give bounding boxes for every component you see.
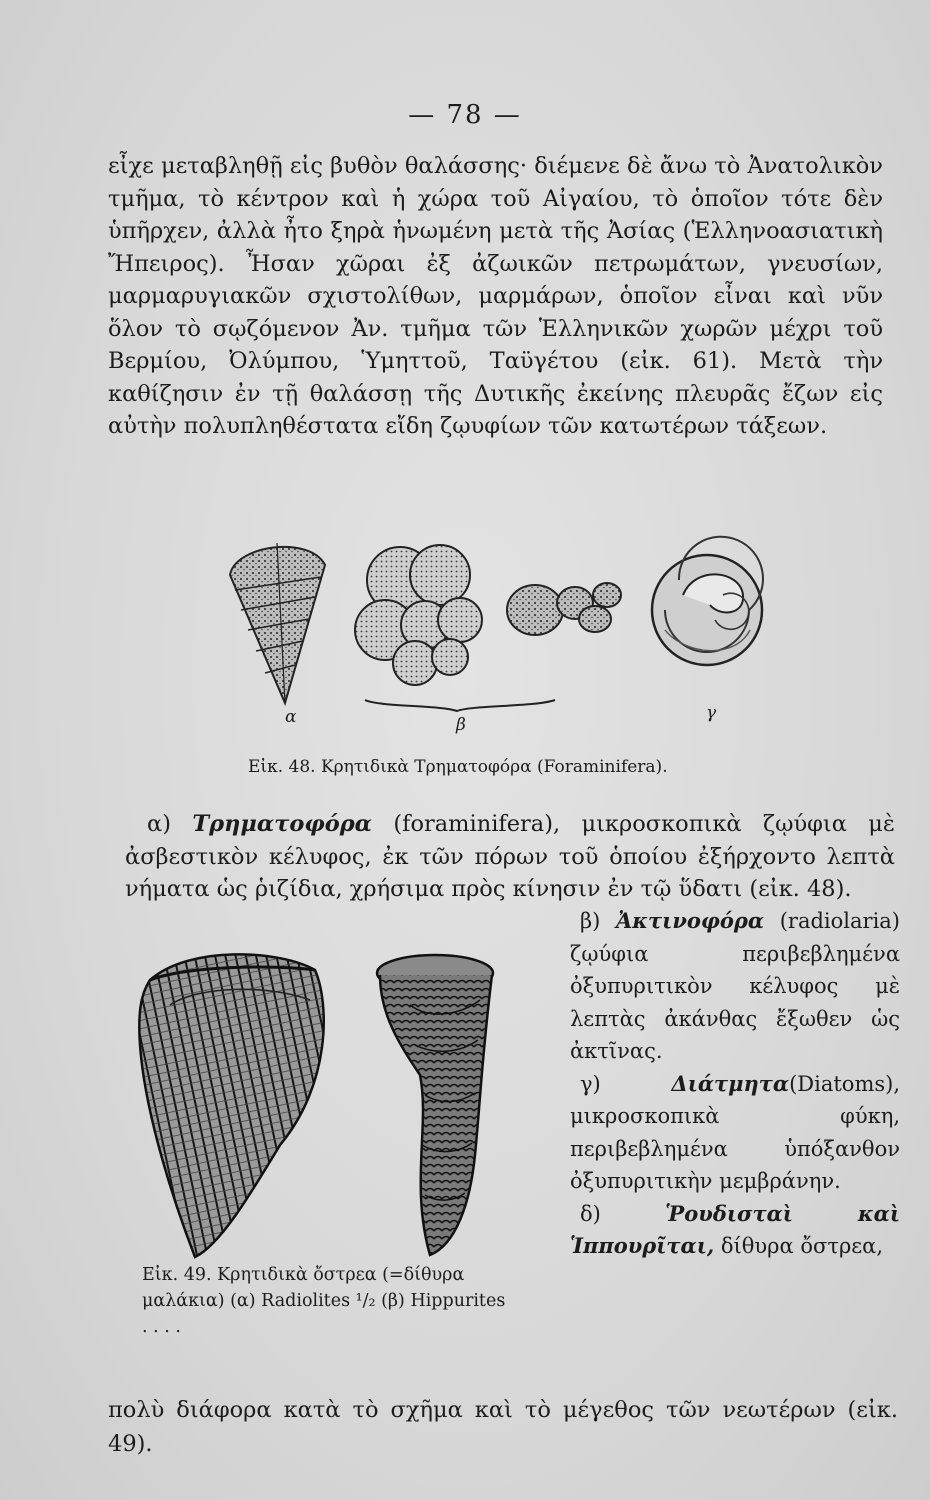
elongate-foraminifer	[507, 583, 621, 635]
page-number: — 78 —	[408, 100, 522, 130]
term-foraminifera: Τρηματοφόρα	[192, 811, 372, 837]
label-gamma: γ	[706, 703, 717, 723]
paragraph-intro: εἶχε μεταβληθῇ εἰς βυθὸν θαλάσσης· διέμενε δὲ ἄνω τὸ Ἀνατολικὸν τμῆμα, τὸ κέντρον καὶ ἡ χώρα τοῦ Αἰγαίου, τὸ ὁποῖον τότε δὲν ὑπῆρχεν, ἀλλὰ ἦτο ξηρὰ ἡνωμένη μετὰ τῆς Ἀσίας (Ἑλληνοασιατικὴ Ἤπειρος). Ἦσαν χῶραι ἐξ ἀζωικῶν πετρωμάτων, γνευσίων, μαρμαρυγιακῶν σχιστολίθων, μαρμάρων, ὁποῖον εἶναι καὶ νῦν ὅλον τὸ σῳζόμενον Ἀν. τμῆμα τῶν Ἑλληνικῶν χωρῶν μέχρι τοῦ Βερμίου, Ὀλύμπου, Ὑμηττοῦ, Ταϋγέτου (εἰκ. 61). Μετὰ τὴν καθίζησιν ἐν τῇ θαλάσσῃ τῆς Δυτικῆς ἐκείνης πλευρᾶς ἔζων εἰς αὐτὴν πολυπληθέστατα εἴδη ζῳυφίων τῶν κατωτέρων τάξεων.	[108, 153, 883, 439]
term-rudists: Ῥουδισταὶ καὶ Ἱππουρῖται,	[570, 1200, 900, 1258]
foraminifera-illustration	[215, 535, 775, 735]
item-radiolaria	[570, 905, 900, 1068]
item-diatoms-text: (Diatoms), μικροσκοπικὰ φύκη, περιβεβλημένα ὑπόξανθον ὀξυπυριτικὴν μεμβράνην.	[570, 1071, 900, 1193]
figure-49-caption: Εἰκ. 49. Κρητιδικὰ ὄστρεα (=δίθυρα μαλάκια) (α) Radiolites ¹/₂ (β) Hippurites . . . .	[142, 1265, 506, 1337]
hippurites-shell	[377, 955, 493, 1255]
paragraph-foraminifera-text: (foraminifera), μικροσκοπικὰ ζῳύφια μὲ ἀσβεστικὸν κέλυφος, ἐκ τῶν πόρων τοῦ ὁποίου ἐξήρχοντο λεπτὰ νήματα ὡς ῥιζίδια, χρήσιμα πρὸς κίνησιν ἐν τῷ ὕδατι (εἰκ. 48).	[125, 811, 895, 902]
rudist-illustration	[130, 945, 560, 1265]
label-beta: β	[456, 715, 466, 735]
item-rudists	[570, 1198, 900, 1263]
figure-48-caption: Εἰκ. 48. Κρητιδικὰ Τρηματοφόρα (Foraminifera).	[248, 757, 668, 777]
brace-beta	[365, 700, 555, 711]
label-alpha: α	[285, 707, 297, 727]
figure-49	[130, 945, 560, 1265]
paragraph-foraminifera	[125, 808, 895, 906]
term-diatoms: Διάτμητα	[671, 1070, 790, 1096]
item-diatoms	[570, 1068, 900, 1198]
spiral-foraminifer	[652, 537, 763, 665]
cone-foraminifer	[230, 543, 325, 703]
globular-foraminifer	[355, 545, 482, 685]
item-radiolaria-text: (radiolaria) ζῳύφια περιβεβλημένα ὀξυπυριτικὸν κέλυφος μὲ λεπτὰς ἀκάνθας ἔξωθεν ὡς ἀκτῖνας.	[570, 909, 900, 1063]
item-mark-d: δ)	[580, 1201, 601, 1226]
right-column	[570, 905, 900, 1263]
figure-48	[215, 535, 775, 735]
paragraph-closing: πολὺ διάφορα κατὰ τὸ σχῆμα καὶ τὸ μέγεθος τῶν νεωτέρων (εἰκ. 49).	[108, 1396, 898, 1457]
item-mark-c: γ)	[580, 1071, 601, 1096]
term-radiolaria: Ἀκτινοφόρα	[616, 908, 765, 933]
item-mark-b: β)	[580, 909, 601, 933]
item-mark-a: α)	[147, 811, 171, 837]
item-rudists-text: δίθυρα ὄστρεα,	[720, 1234, 884, 1258]
radiolites-shell	[139, 954, 323, 1257]
